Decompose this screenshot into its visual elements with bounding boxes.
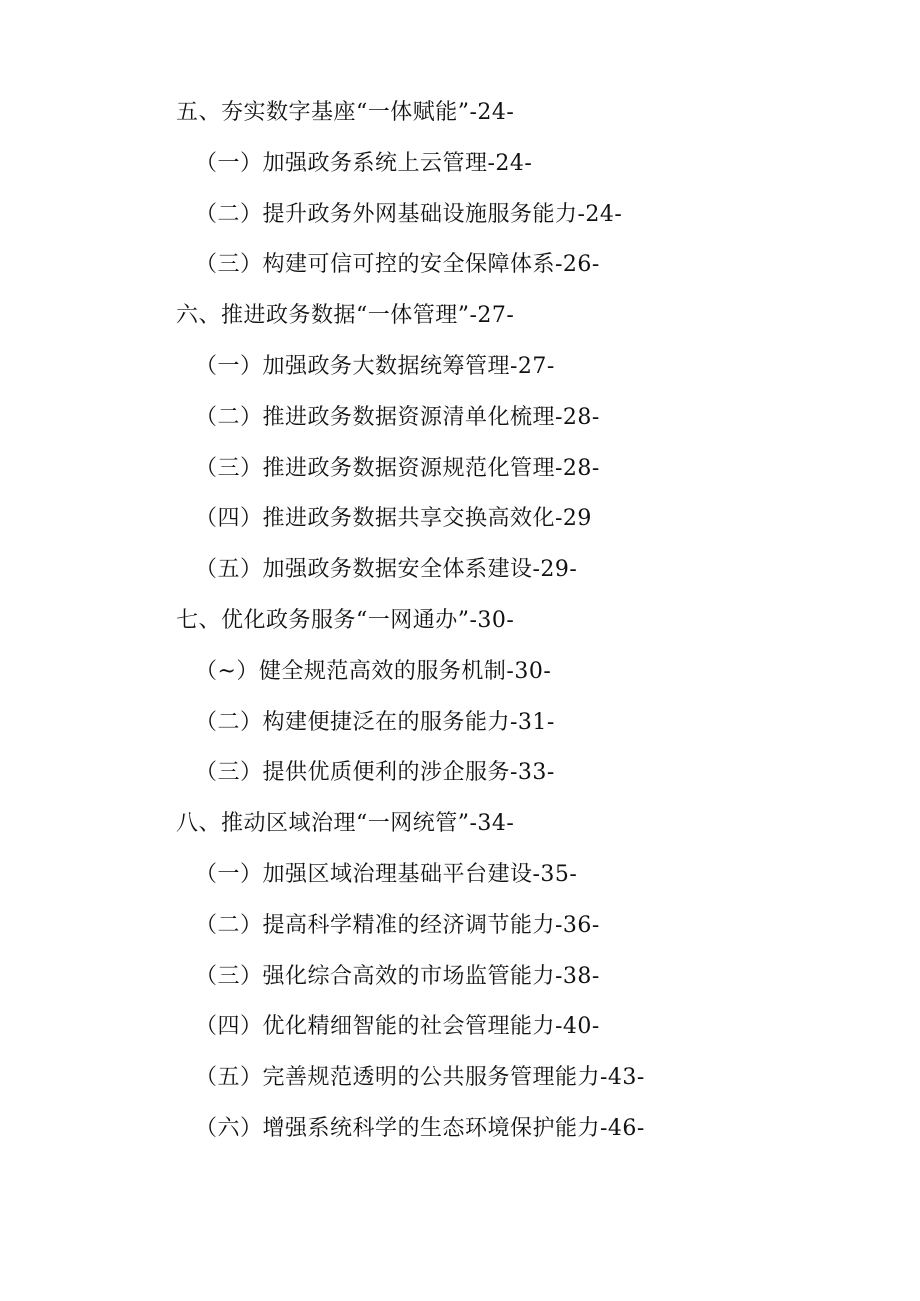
toc-section-6-3: （三）推进政务数据资源规范化管理-28-: [195, 455, 600, 481]
toc-section-6-2: （二）推进政务数据资源清单化梳理-28-: [195, 404, 600, 430]
toc-section-8-1: （一）加强区域治理基础平台建设-35-: [195, 861, 578, 887]
toc-section-5-2: （二）提升政务外网基础设施服务能力-24-: [195, 201, 623, 227]
toc-section-8-3: （三）强化综合高效的市场监管能力-38-: [195, 963, 600, 989]
toc-section-5-3: （三）构建可信可控的安全保障体系-26-: [195, 252, 600, 278]
toc-section-8-5: （五）完善规范透明的公共服务管理能力-43-: [195, 1065, 645, 1091]
toc-section-7-1: （~）健全规范高效的服务机制-30-: [195, 658, 552, 684]
toc-section-5-1: （一）加强政务系统上云管理-24-: [195, 150, 533, 176]
toc-section-6-5: （五）加强政务数据安全体系建设-29-: [195, 557, 578, 583]
toc-section-7-3: （三）提供优质便利的涉企服务-33-: [195, 760, 555, 786]
toc-section-8-6: （六）增强系统科学的生态环境保护能力-46-: [195, 1115, 645, 1141]
toc-section-8-4: （四）优化精细智能的社会管理能力-40-: [195, 1014, 600, 1040]
toc-section-7-2: （二）构建便捷泛在的服务能力-31-: [195, 709, 555, 735]
toc-section-8-2: （二）提高科学精准的经济调节能力-36-: [195, 912, 600, 938]
toc-chapter-8: 八、推动区域治理“一网统管”-34-: [176, 811, 515, 837]
toc-chapter-6: 六、推进政务数据“一体管理”-27-: [176, 303, 515, 329]
toc-chapter-5: 五、夯实数字基座“一体赋能”-24-: [176, 100, 515, 125]
table-of-contents: [0, 88, 920, 1155]
toc-chapter-7: 七、优化政务服务“一网通办”-30-: [176, 607, 515, 633]
toc-section-6-4: （四）推进政务数据共享交换高效化-29: [195, 506, 592, 532]
toc-section-6-1: （一）加强政务大数据统筹管理-27-: [195, 353, 555, 379]
